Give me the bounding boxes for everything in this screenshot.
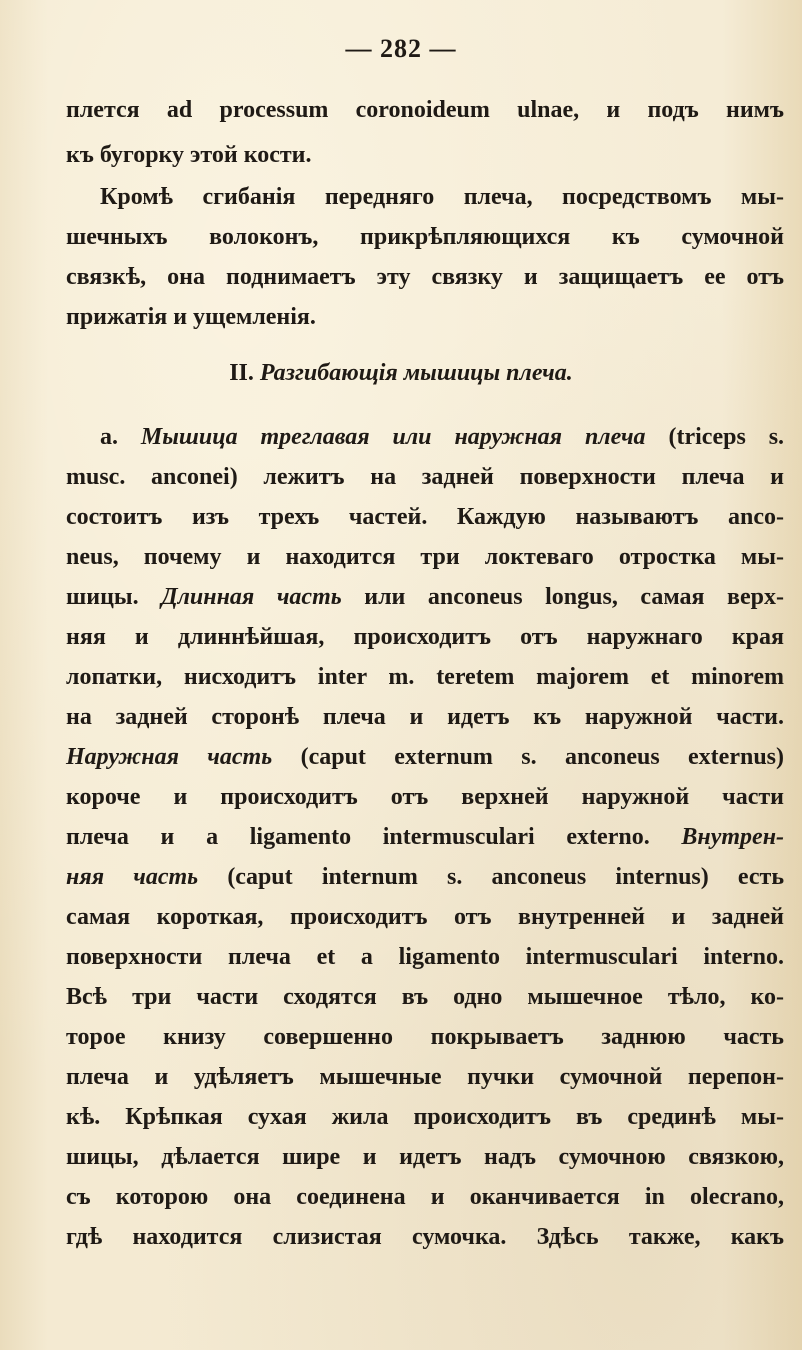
- text-line: гдѣ находится слизистая сумочка. Здѣсь также, какъ: [66, 1224, 784, 1250]
- term-long-head: Длинная часть: [161, 584, 342, 610]
- text-fragment: (caput internum s. anconeus internus) есть: [227, 864, 785, 890]
- section-numeral: II.: [229, 360, 254, 386]
- text-line: связкѣ, она поднимаетъ эту связку и защищаетъ ее отъ: [66, 264, 784, 290]
- text-fragment: (caput externum s. anconeus externus): [300, 744, 784, 770]
- text-line: плется ad processum coronoideum ulnae, и подъ нимъ: [66, 97, 784, 123]
- text-line: торое книзу совершенно покрываетъ заднюю часть: [66, 1024, 784, 1050]
- text-line: Всѣ три части сходятся въ одно мышечное тѣло, ко-: [66, 984, 784, 1010]
- text-line: [66, 742, 784, 772]
- section-heading: [0, 358, 802, 388]
- term-lateral-head: Наружная часть: [66, 744, 273, 770]
- text-line: на задней сторонѣ плеча и идетъ къ наружной части.: [66, 704, 784, 730]
- text-line: шечныхъ волоконъ, прикрѣпляющихся къ сумочной: [66, 224, 784, 250]
- text-line: поверхности плеча et a ligamento intermusculari interno.: [66, 944, 784, 970]
- text-line: [66, 582, 784, 612]
- text-line: няя и длиннѣйшая, происходитъ отъ наружнаго края: [66, 624, 784, 650]
- text-line: плеча и удѣляетъ мышечные пучки сумочной перепон-: [66, 1064, 784, 1090]
- text-line: самая короткая, происходитъ отъ внутренней и задней: [66, 904, 784, 930]
- text-line: съ которою она соединена и оканчивается in olecrano,: [66, 1184, 784, 1210]
- text-line: состоитъ изъ трехъ частей. Каждую называютъ anco-: [66, 504, 784, 530]
- text-line: шицы, дѣлается шире и идетъ надъ сумочною связкою,: [66, 1144, 784, 1170]
- text-line: къ бугорку этой кости.: [66, 142, 312, 168]
- section-title: Разгибающія мышицы плеча.: [259, 360, 573, 386]
- text-line: musc. anconei) лежитъ на задней поверхности плеча и: [66, 464, 784, 490]
- term-medial-head-end: няя часть: [66, 864, 199, 890]
- page-number: — 282 —: [345, 34, 457, 63]
- term-triceps: Мышица треглавая или наружная плеча: [140, 424, 646, 450]
- text-line: прижатія и ущемленія.: [66, 304, 316, 330]
- text-line: neus, почему и находится три локтеваго отростка мы-: [66, 544, 784, 570]
- text-line: Кромѣ сгибанія передняго плеча, посредствомъ мы-: [100, 184, 784, 210]
- text-line: лопатки, нисходитъ inter m. teretem majorem et minorem: [66, 664, 784, 690]
- text-fragment: шицы.: [66, 584, 139, 610]
- text-line: [100, 422, 784, 452]
- text-fragment: или anconeus longus, самая верх-: [364, 584, 784, 610]
- text-line: кѣ. Крѣпкая сухая жила происходитъ въ срединѣ мы-: [66, 1104, 784, 1130]
- text-fragment: плеча и a ligamento intermusculari externo.: [66, 824, 650, 850]
- item-marker: a.: [100, 424, 118, 450]
- text-line: короче и происходитъ отъ верхней наружной части: [66, 784, 784, 810]
- text-line: [66, 862, 784, 892]
- text-fragment: (triceps s.: [668, 424, 785, 450]
- term-medial-head-start: Внутрен-: [681, 824, 785, 850]
- text-line: [66, 822, 784, 852]
